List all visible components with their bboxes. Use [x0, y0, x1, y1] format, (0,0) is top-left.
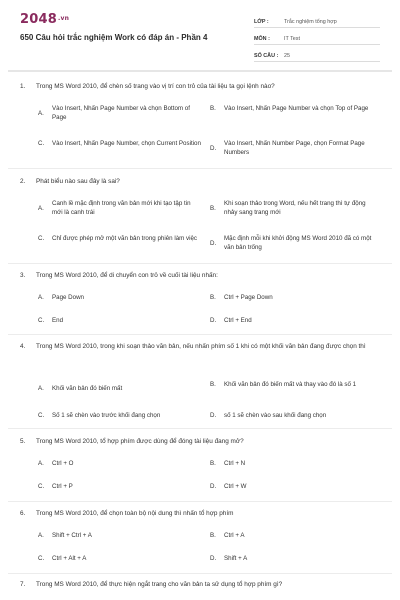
- question-number: 4.: [20, 343, 26, 350]
- meta-row-count: [254, 48, 380, 62]
- question-6: [20, 509, 380, 562]
- option-c[interactable]: [38, 316, 202, 325]
- option-letter: D.: [210, 144, 217, 152]
- question-4: [20, 342, 380, 419]
- site-logo[interactable]: [20, 12, 69, 27]
- option-letter: A.: [38, 109, 44, 117]
- page-header: [0, 0, 400, 64]
- option-c[interactable]: [38, 234, 202, 243]
- question-2: [20, 177, 380, 251]
- option-text: Shift + A: [224, 555, 248, 562]
- option-a[interactable]: [38, 531, 202, 540]
- option-letter: D.: [210, 317, 217, 324]
- option-letter: D.: [210, 483, 217, 490]
- option-letter: B.: [210, 294, 216, 301]
- option-text: Canh lề mặc định trong văn bản mới khi tạo tập tin mới là canh trái: [52, 200, 191, 216]
- question-number: 3.: [20, 272, 26, 279]
- option-a[interactable]: [38, 459, 202, 468]
- meta-label-class: LỚP :: [254, 19, 269, 25]
- option-text: Ctrl + W: [224, 483, 247, 490]
- option-a[interactable]: [38, 384, 202, 393]
- option-letter: A.: [38, 204, 44, 212]
- option-b[interactable]: [210, 293, 374, 302]
- header-divider: [8, 70, 392, 72]
- option-c[interactable]: [38, 411, 202, 420]
- option-text: số 1 sẽ chèn vào sau khối đang chọn: [224, 412, 327, 419]
- option-text: Vào Insert, Nhấn Number Page, chọn Format Page Numbers: [224, 140, 365, 156]
- option-a[interactable]: [38, 199, 202, 217]
- question-separator: [8, 573, 392, 574]
- option-letter: A.: [38, 294, 44, 301]
- option-letter: C.: [38, 140, 45, 147]
- question-text: [20, 580, 380, 590]
- option-text: Khối văn bản đó biến mất và thay vào đó là số 1: [224, 381, 357, 388]
- logo-text: 2048: [20, 12, 57, 27]
- option-text: Ctrl + N: [224, 460, 246, 467]
- option-text: Ctrl + A: [224, 532, 245, 539]
- question-number: 1.: [20, 83, 26, 90]
- logo-suffix: .vn: [57, 15, 70, 22]
- option-text: Ctrl + P: [52, 483, 73, 490]
- option-letter: C.: [38, 483, 45, 490]
- option-text: Chỉ được phép mở một văn bản trong phiên làm việc: [52, 235, 198, 242]
- option-letter: A.: [38, 460, 44, 467]
- option-text: Ctrl + End: [224, 317, 252, 324]
- question-body: Phát biểu nào sau đây là sai?: [36, 178, 120, 185]
- question-5: [20, 437, 380, 490]
- option-d[interactable]: [210, 234, 374, 252]
- option-text: End: [52, 317, 64, 324]
- option-text: Page Down: [52, 294, 84, 301]
- option-letter: B.: [210, 460, 216, 467]
- question-separator: [8, 263, 392, 264]
- meta-label-count: SỐ CÂU :: [254, 53, 279, 59]
- option-b[interactable]: [210, 380, 374, 389]
- option-c[interactable]: [38, 139, 202, 148]
- option-c[interactable]: [38, 482, 202, 491]
- question-body: Trong MS Word 2010, để thực hiện ngắt trang cho văn bản ta sử dụng tổ hợp phím gì?: [36, 581, 283, 588]
- question-text: [20, 509, 380, 519]
- option-d[interactable]: [210, 411, 374, 420]
- option-letter: B.: [210, 532, 216, 539]
- option-letter: B.: [210, 204, 216, 212]
- option-d[interactable]: [210, 482, 374, 491]
- option-text: Khi soạn thảo trong Word, nếu hết trang thì tự động nhảy sang trang mới: [224, 200, 366, 216]
- question-text: [20, 177, 380, 187]
- option-text: Vào Insert, Nhấn Page Number và chọn Top of Page: [224, 105, 369, 112]
- option-text: Số 1 sẽ chèn vào trước khối đang chọn: [52, 412, 161, 419]
- option-text: Ctrl + Page Down: [224, 294, 273, 301]
- option-text: Vào Insert, Nhấn Page Number và chọn Bottom of Page: [52, 105, 190, 121]
- question-number: 6.: [20, 510, 26, 517]
- option-c[interactable]: [38, 554, 202, 563]
- exam-meta: [254, 14, 380, 65]
- question-3: [20, 271, 380, 324]
- option-text: Ctrl + Alt + A: [52, 555, 87, 562]
- option-text: Khối văn bản đó biến mất: [52, 385, 123, 392]
- question-text: [20, 437, 380, 447]
- question-separator: [8, 168, 392, 169]
- option-letter: C.: [38, 235, 45, 242]
- option-b[interactable]: [210, 459, 374, 468]
- option-letter: D.: [210, 555, 217, 562]
- question-body: Trong MS Word 2010, trong khi soạn thảo văn bản, nếu nhấn phím số 1 khi có một khối văn bản đang được chọn thì: [36, 343, 366, 350]
- option-b[interactable]: [210, 531, 374, 540]
- question-body: Trong MS Word 2010, tổ hợp phím được dùng để đóng tài liệu đang mở?: [36, 438, 244, 445]
- option-letter: B.: [210, 381, 216, 388]
- question-7: [20, 580, 380, 590]
- question-body: Trong MS Word 2010, để di chuyển con trỏ về cuối tài liệu nhấn:: [36, 272, 218, 279]
- option-letter: B.: [210, 105, 216, 112]
- meta-row-class: [254, 14, 380, 28]
- question-body: Trong MS Word 2010, để chèn số trang vào vị trí con trỏ của tài liệu ta gọi lệnh nào?: [36, 83, 275, 90]
- question-text: [20, 342, 380, 352]
- meta-value-class: Trắc nghiệm tổng hợp: [284, 19, 337, 25]
- question-separator: [8, 428, 392, 429]
- question-number: 5.: [20, 438, 26, 445]
- option-letter: A.: [38, 385, 44, 392]
- question-separator: [8, 501, 392, 502]
- option-d[interactable]: [210, 139, 374, 157]
- option-text: Mặc định mỗi khi khởi động MS Word 2010 đã có một văn bản trống: [224, 235, 372, 251]
- meta-value-subject: IT Test: [284, 36, 300, 42]
- option-letter: D.: [210, 239, 217, 247]
- document-title: 650 Câu hỏi trắc nghiệm Work có đáp án - Phần 4: [20, 33, 208, 42]
- meta-value-count: 25: [284, 53, 290, 59]
- option-text: Ctrl + O: [52, 460, 74, 467]
- option-text: Vào Insert, Nhấn Page Number, chọn Current Position: [52, 140, 201, 147]
- option-letter: D.: [210, 412, 217, 419]
- option-text: Shift + Ctrl + A: [52, 532, 92, 539]
- option-b[interactable]: [210, 104, 374, 113]
- option-b[interactable]: [210, 199, 374, 217]
- meta-label-subject: MÔN :: [254, 36, 270, 42]
- option-d[interactable]: [210, 316, 374, 325]
- option-letter: C.: [38, 317, 45, 324]
- question-text: [20, 271, 380, 281]
- option-letter: C.: [38, 555, 45, 562]
- option-a[interactable]: [38, 293, 202, 302]
- option-a[interactable]: [38, 104, 202, 122]
- option-letter: C.: [38, 412, 45, 419]
- question-body: Trong MS Word 2010, để chọn toàn bộ nội dung thì nhấn tổ hợp phím: [36, 510, 234, 517]
- option-d[interactable]: [210, 554, 374, 563]
- question-number: 2.: [20, 178, 26, 185]
- meta-row-subject: [254, 31, 380, 45]
- question-number: 7.: [20, 581, 26, 588]
- option-letter: A.: [38, 532, 44, 539]
- question-text: [20, 82, 380, 92]
- question-separator: [8, 334, 392, 335]
- question-1: [20, 82, 380, 156]
